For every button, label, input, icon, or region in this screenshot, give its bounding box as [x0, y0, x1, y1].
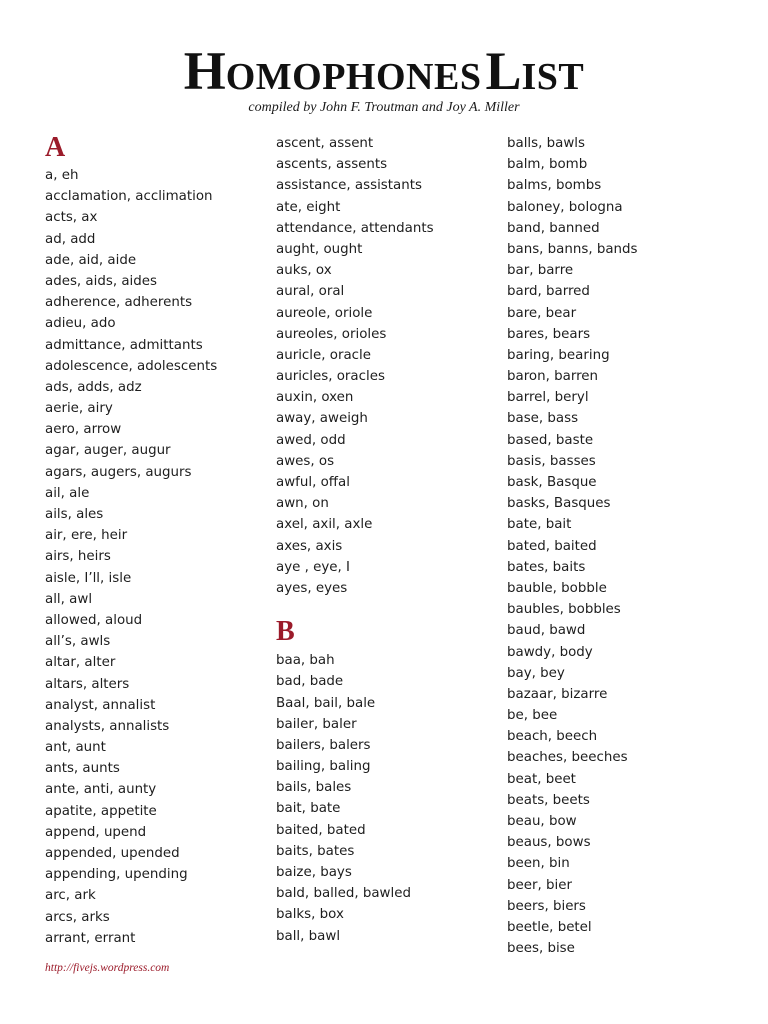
list-item: auricles, oracles	[276, 369, 385, 385]
list-item: bauble, bobble	[507, 580, 607, 596]
list-item: append, upend	[45, 824, 147, 840]
list-item: ball, bawl	[276, 928, 341, 944]
list-item: balms, bombs	[507, 178, 602, 194]
subtitle: compiled by John F. Troutman and Joy A. Miller	[248, 100, 520, 115]
list-item: bates, baits	[507, 559, 586, 575]
list-item: bailing, baling	[276, 759, 371, 775]
list-item: aught, ought	[276, 241, 363, 257]
list-item: bares, bears	[507, 326, 591, 342]
list-item: adieu, ado	[45, 316, 116, 332]
list-item: ail, ale	[45, 485, 90, 501]
list-item: airs, heirs	[45, 549, 111, 565]
list-item: band, banned	[507, 220, 600, 236]
list-item: baron, barren	[507, 369, 599, 385]
column-1	[45, 133, 217, 949]
list-item: baa, bah	[276, 653, 335, 669]
list-item: baloney, bologna	[507, 199, 623, 215]
list-item: auks, ox	[276, 263, 332, 279]
list-item: bate, bait	[507, 517, 572, 533]
list-item: ad, add	[45, 231, 96, 247]
list-item: apatite, appetite	[45, 803, 157, 819]
list-item: bard, barred	[507, 284, 590, 300]
list-item: arrant, errant	[45, 930, 136, 946]
list-item: auricle, oracle	[276, 347, 371, 363]
list-item: ants, aunts	[45, 761, 120, 777]
list-item: acts, ax	[45, 210, 98, 226]
list-item: bawdy, body	[507, 644, 593, 660]
list-item: bazaar, bizarre	[507, 686, 608, 702]
list-item: ant, aunt	[45, 740, 106, 756]
list-item: barrel, beryl	[507, 390, 589, 406]
list-item: base, bass	[507, 411, 579, 427]
list-item: bans, banns, bands	[507, 241, 638, 257]
list-item: beaches, beeches	[507, 750, 628, 766]
list-item: analysts, annalists	[45, 718, 170, 734]
list-item: beers, biers	[507, 898, 586, 914]
list-item: based, baste	[507, 432, 594, 448]
title-rest-homophones: OMOPHONES	[225, 56, 482, 98]
list-item: awes, os	[276, 453, 335, 469]
list-item: baubles, bobbles	[507, 602, 621, 618]
list-item: ade, aid, aide	[45, 252, 137, 268]
list-item: balm, bomb	[507, 157, 588, 173]
list-item: analyst, annalist	[45, 697, 156, 713]
list-item: aero, arrow	[45, 422, 122, 438]
list-item: acclamation, acclimation	[45, 189, 213, 205]
list-item: aureole, oriole	[276, 305, 373, 321]
list-item: beats, beets	[507, 792, 590, 808]
list-item: admittance, admittants	[45, 337, 203, 353]
list-item: bay, bey	[507, 665, 565, 681]
list-item: bar, barre	[507, 263, 574, 279]
list-item: baited, bated	[276, 822, 366, 838]
list-item: ascent, assent	[276, 136, 374, 151]
list-item: bad, bade	[276, 674, 344, 690]
list-item: altars, alters	[45, 676, 130, 692]
page-title	[0, 41, 768, 101]
list-item: awed, odd	[276, 432, 346, 448]
section-heading: B	[276, 616, 295, 648]
column-2	[276, 133, 434, 947]
list-item: bailers, balers	[276, 737, 371, 753]
list-item: baize, bays	[276, 865, 352, 880]
list-item: bald, balled, bawled	[276, 886, 411, 902]
list-item: bails, bales	[276, 780, 352, 796]
list-item: aisle, I’ll, isle	[45, 570, 132, 586]
list-item: bated, baited	[507, 538, 597, 554]
list-item: aural, oral	[276, 284, 345, 300]
section-heading: A	[45, 132, 66, 163]
list-item: altar, alter	[45, 655, 116, 671]
column-3	[507, 133, 638, 959]
list-item: beau, bow	[507, 814, 577, 829]
list-item: ascents, assents	[276, 157, 388, 173]
list-item: beat, beet	[507, 771, 576, 787]
list-item: axel, axil, axle	[276, 517, 373, 533]
list-item: away, aweigh	[276, 411, 368, 427]
list-item: awn, on	[276, 496, 329, 512]
title-initial-h: H	[183, 41, 226, 101]
list-item: ades, aids, aides	[45, 273, 157, 289]
list-item: baud, bawd	[507, 623, 586, 639]
list-item: ate, eight	[276, 199, 341, 215]
list-item: baring, bearing	[507, 347, 610, 363]
list-item: ads, adds, adz	[45, 379, 142, 395]
list-item: a, eh	[45, 168, 79, 183]
list-item: air, ere, heir	[45, 528, 128, 544]
list-item: all’s, awls	[45, 634, 111, 650]
list-item: aerie, airy	[45, 401, 113, 417]
title-rest-list: IST	[521, 56, 585, 98]
list-item: aureoles, orioles	[276, 326, 387, 342]
list-item: axes, axis	[276, 538, 343, 554]
list-item: bees, bise	[507, 941, 575, 957]
list-item: basks, Basques	[507, 496, 611, 512]
list-item: basis, basses	[507, 453, 596, 469]
list-item: ayes, eyes	[276, 580, 348, 596]
list-item: been, bin	[507, 856, 570, 872]
title-initial-l: L	[485, 41, 522, 101]
list-item: awful, offal	[276, 475, 350, 490]
list-item: beach, beech	[507, 729, 598, 745]
list-item: beaus, bows	[507, 835, 591, 851]
list-item: auxin, oxen	[276, 390, 354, 406]
list-item: allowed, aloud	[45, 612, 143, 628]
list-item: assistance, assistants	[276, 178, 422, 194]
list-item: arcs, arks	[45, 909, 110, 925]
list-item: ails, ales	[45, 507, 104, 522]
list-item: agar, auger, augur	[45, 443, 171, 459]
list-item: all, awl	[45, 591, 93, 607]
list-item: be, bee	[507, 708, 558, 724]
list-item: baits, bates	[276, 843, 355, 859]
list-item: bare, bear	[507, 305, 577, 321]
list-item: bask, Basque	[507, 475, 597, 490]
list-item: bait, bate	[276, 801, 341, 817]
footer-url[interactable]: http://fivejs.wordpress.com	[45, 962, 170, 974]
list-item: appended, upended	[45, 846, 180, 861]
list-item: arc, ark	[45, 888, 96, 904]
list-item: adolescence, adolescents	[45, 358, 218, 374]
list-item: agars, augers, augurs	[45, 464, 192, 480]
list-item: Baal, bail, bale	[276, 695, 376, 711]
list-item: beer, bier	[507, 877, 572, 893]
list-item: aye , eye, I	[276, 559, 351, 575]
list-item: balls, bawls	[507, 136, 585, 151]
list-item: beetle, betel	[507, 919, 592, 935]
list-item: adherence, adherents	[45, 295, 193, 311]
list-item: ante, anti, aunty	[45, 782, 157, 798]
list-item: attendance, attendants	[276, 220, 434, 236]
list-item: bailer, baler	[276, 716, 357, 732]
list-item: balks, box	[276, 907, 344, 923]
list-item: appending, upending	[45, 867, 188, 883]
